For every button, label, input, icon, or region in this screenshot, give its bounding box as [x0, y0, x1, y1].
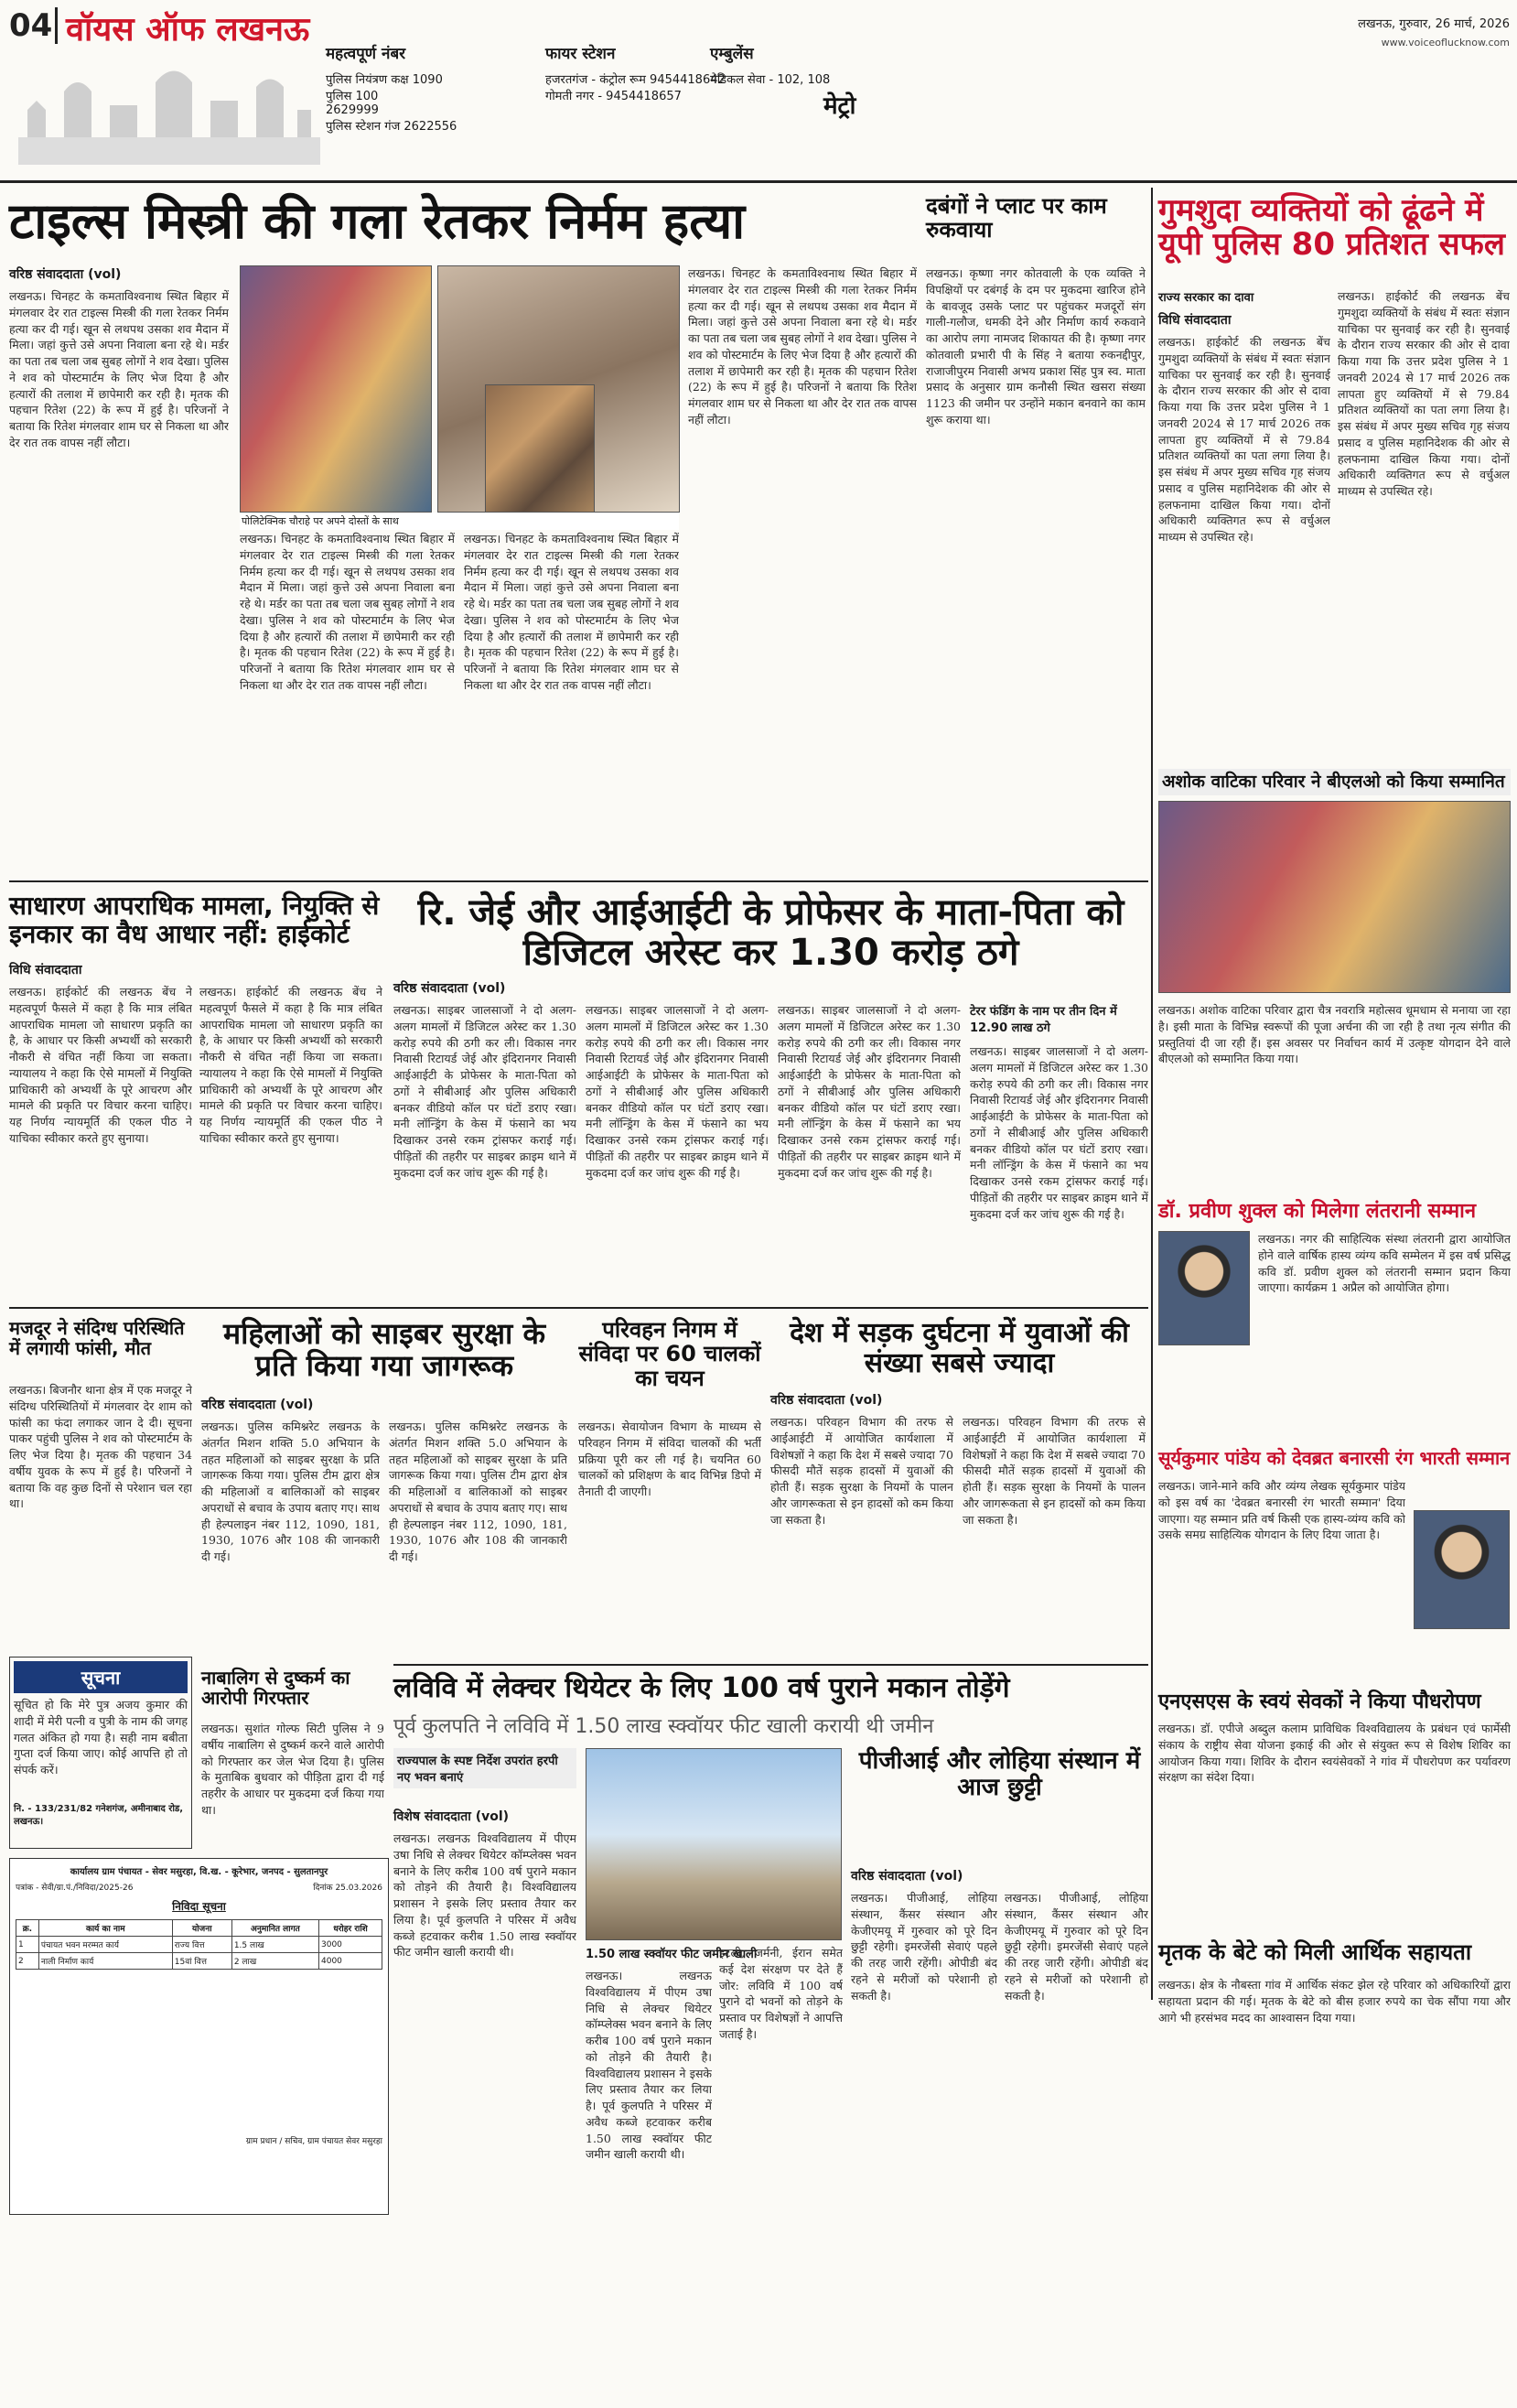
- lead-body-col4: लखनऊ। चिनहट के कमताविश्वनाथ स्थित बिहार में मंगलवार देर रात टाइल्स मिस्त्री की गला रेतकर निर्मम हत्या कर दी गई। खून से लथपथ उसका शव मैदान में मिला। जहां कुत्ते उसे अपना निवाला बना रहे थे। मर्डर का पता तब चला जब सुबह लोगों ने शव देखा। पुलिस ने शव को पोस्टमार्टम के लिए भेज दिया है और हत्यारों की तलाश में छापेमारी कर रही है। मृतक की पहचान रितेश (22) के रूप में हुई है। परिजनों ने बताया कि रितेश मंगलवार शाम घर से निकला था और देर रात तक वापस नहीं लौटा।: [688, 266, 917, 427]
- tender-ref: पत्रांक - सेवी/ग्रा.पं./निविदा/2025-26: [16, 1884, 134, 1893]
- table-cell: 4000: [319, 1953, 382, 1970]
- table-cell: 15वां वित्त: [172, 1953, 231, 1970]
- kidnap-headline: नाबालिग से दुष्कर्म का आरोपी गिरफ्तार: [201, 1667, 350, 1709]
- tender-title: निविदा सूचना: [172, 1900, 226, 1913]
- paper-title: वॉयस ऑफ लखनऊ: [66, 11, 310, 49]
- notice-box: [9, 1657, 192, 1849]
- lead-body-col2: लखनऊ। चिनहट के कमताविश्वनाथ स्थित बिहार में मंगलवार देर रात टाइल्स मिस्त्री की गला रेतकर निर्मम हत्या कर दी गई। खून से लथपथ उसका शव मैदान में मिला। जहां कुत्ते उसे अपना निवाला बना रहे थे। मर्डर का पता तब चला जब सुबह लोगों ने शव देखा। पुलिस ने शव को पोस्टमार्टम के लिए भेज दिया है और हत्यारों की तलाश में छापेमारी कर रही है। मृतक की पहचान रितेश (22) के रूप में हुई है। परिजनों ने बताया कि रितेश मंगलवार शाम घर से निकला था और देर रात तक वापस नहीं लौटा।: [240, 532, 455, 692]
- lu-caption: 1.50 लाख स्क्वॉयर फीट जमीन खाली: [586, 1948, 758, 1961]
- important-numbers-title: महत्वपूर्ण नंबर: [326, 45, 406, 63]
- accident-body: लखनऊ। परिवहन विभाग की तरफ से आईआईटी में आयोजित कार्यशाला में विशेषज्ञों ने कहा कि देश में सबसे ज्यादा 70 फीसदी मौतें सड़क हादसों में युवाओं की होती हैं। सड़क सुरक्षा के नियमों के पालन और जागरूकता से इन हादसों को कम किया जा सकता है।: [770, 1415, 953, 1527]
- notice-contact: नि. - 133/231/82 गनेशगंज, अमीनाबाद रोड, लखनऊ।: [14, 1804, 184, 1827]
- lead-byline: वरिष्ठ संवाददाता (vol): [9, 267, 122, 282]
- digital-arrest-body: लखनऊ। साइबर जालसाजों ने दो अलग-अलग मामलों में डिजिटल अरेस्ट कर 1.30 करोड़ रुपये की ठगी कर ली। विकास नगर निवासी रिटायर्ड जेई और इंदिरानगर निवासी आईआईटी के प्रोफेसर के माता-पिता को ठगों ने सीबीआई और पुलिस अधिकारी बनकर वीडियो कॉल पर घंटों डराए रखा। मनी लॉन्ड्रिंग के केस में फंसाने का भय दिखाकर उनसे रकम ट्रांसफर कराई गई। पीड़ितों की तहरीर पर साइबर क्राइम थाने में मुकदमा दर्ज कर जांच शुरू की गई है।: [393, 1003, 576, 1180]
- notice-title: सूचना: [14, 1661, 188, 1693]
- ambulance-title: एम्बुलेंस: [710, 45, 754, 63]
- tender-header: अनुमानित लागत: [231, 1920, 318, 1937]
- column-rule: [1151, 188, 1153, 2000]
- lead-body-col3: लखनऊ। चिनहट के कमताविश्वनाथ स्थित बिहार में मंगलवार देर रात टाइल्स मिस्त्री की गला रेतकर निर्मम हत्या कर दी गई। खून से लथपथ उसका शव मैदान में मिला। जहां कुत्ते उसे अपना निवाला बना रहे थे। मर्डर का पता तब चला जब सुबह लोगों ने शव देखा। पुलिस ने शव को पोस्टमार्टम के लिए भेज दिया है और हत्यारों की तलाश में छापेमारी कर रही है। मृतक की पहचान रितेश (22) के रूप में हुई है। परिजनों ने बताया कि रितेश मंगलवार शाम घर से निकला था और देर रात तक वापस नहीं लौटा।: [464, 532, 679, 692]
- shukla-portrait: [1158, 1231, 1250, 1345]
- women-cyber-body: लखनऊ। पुलिस कमिश्नरेट लखनऊ के अंतर्गत मिशन शक्ति 5.0 अभियान के तहत महिलाओं को साइबर सुरक्षा के प्रति जागरूक किया गया। पुलिस टीम द्वारा क्षेत्र की महिलाओं व बालिकाओं को साइबर अपराधों से बचाव के उपाय बताए गए। साथ ही हेल्पलाइन नंबर 112, 1090, 181, 1930, 1076 और 108 की जानकारी दी गई।: [201, 1420, 380, 1563]
- lead-body: लखनऊ। चिनहट के कमताविश्वनाथ स्थित बिहार में मंगलवार देर रात टाइल्स मिस्त्री की गला रेतकर निर्मम हत्या कर दी गई। खून से लथपथ उसका शव मैदान में मिला। जहां कुत्ते उसे अपना निवाला बना रहे थे। मर्डर का पता तब चला जब सुबह लोगों ने शव देखा। पुलिस ने शव को पोस्टमार्टम के लिए भेज दिया है और हत्यारों की तलाश में छापेमारी कर रही है। मृतक की पहचान रितेश (22) के रूप में हुई है। परिजनों ने बताया कि रितेश मंगलवार शाम घर से निकला था और देर रात तक वापस नहीं लौटा।: [9, 289, 229, 449]
- page-number: 04: [9, 7, 53, 44]
- accident-body-col2: लखनऊ। परिवहन विभाग की तरफ से आईआईटी में आयोजित कार्यशाला में विशेषज्ञों ने कहा कि देश में सबसे ज्यादा 70 फीसदी मौतें सड़क हादसों में युवाओं की होती हैं। सड़क सुरक्षा के नियमों के पालन और जागरूकता से इन हादसों को कम किया जा सकता है।: [963, 1415, 1146, 1527]
- hc-byline: विधि संवाददाता: [9, 963, 82, 977]
- tender-office: कार्यालय ग्राम पंचायत - सेवर मसुरहा, वि.ख. - कूरेभार, जनपद - सुलतानपुर: [70, 1867, 328, 1877]
- kidnap-body: लखनऊ। सुशांत गोल्फ सिटी पुलिस ने 9 वर्षीय नाबालिग से दुष्कर्म करने वाले आरोपी को गिरफ्तार कर जेल भेज दिया है। पुलिस के मुताबिक बुधवार को पीड़िता द्वारा दी गई तहरीर के आधार पर मुकदमा दर्ज किया गया था।: [201, 1722, 384, 1817]
- number-line: गोमती नगर - 9454418657: [545, 90, 682, 103]
- tender-header: धरोहर राशि: [319, 1920, 382, 1937]
- transport-body: लखनऊ। सेवायोजन विभाग के माध्यम से परिवहन निगम में संविदा चालकों की भर्ती प्रक्रिया पूरी कर ली गई है। चयनित 60 चालकों को प्रशिक्षण के बाद विभिन्न डिपो में तैनाती दी जाएगी।: [578, 1420, 761, 1498]
- lu-byline: विशेष संवाददाता (vol): [393, 1809, 510, 1824]
- lu-body: लखनऊ। लखनऊ विश्वविद्यालय में पीएम उषा निधि से लेक्चर थियेटर कॉम्प्लेक्स भवन बनाने के लिए करीब 100 वर्ष पुराने मकान को तोड़ने की तैयारी है। विश्वविद्यालय प्रशासन ने इसके लिए प्रस्ताव तैयार कर लिया है। पूर्व कुलपति ने परिसर में अवैध कब्जे हटवाकर करीब 1.50 लाख स्क्वॉयर फीट जमीन खाली करायी थी।: [393, 1831, 576, 1960]
- lu-building-photo: [586, 1748, 842, 1940]
- table-row: [16, 1937, 382, 1953]
- ashok-headline: अशोक वाटिका परिवार ने बीएलओ को किया सम्मानित: [1158, 769, 1511, 795]
- ashok-body: लखनऊ। अशोक वाटिका परिवार द्वारा चैत्र नवरात्रि महोत्सव धूमधाम से मनाया जा रहा है। इसी माता के विभिन्न स्वरूपों की पूजा अर्चना की जा रही है तथा नृत्य संगीत की प्रस्तुतियां दी जा रही हैं। इस अवसर पर निर्वाचन कार्य में उत्कृष्ट योगदान देने वाले बीएलओ को सम्मानित किया गया।: [1158, 1003, 1511, 1066]
- table-cell: 1: [16, 1937, 39, 1953]
- women-cyber-body-col2: लखनऊ। पुलिस कमिश्नरेट लखनऊ के अंतर्गत मिशन शक्ति 5.0 अभियान के तहत महिलाओं को साइबर सुरक्षा के प्रति जागरूक किया गया। पुलिस टीम द्वारा क्षेत्र की महिलाओं व बालिकाओं को साइबर अपराधों से बचाव के उपाय बताए गए। साथ ही हेल्पलाइन नंबर 112, 1090, 181, 1930, 1076 और 108 की जानकारी दी गई।: [389, 1420, 567, 1563]
- tender-header: कार्य का नाम: [38, 1920, 172, 1937]
- table-cell: नाली निर्माण कार्य: [38, 1953, 172, 1970]
- pandey-portrait: [1414, 1510, 1510, 1629]
- tender-table: [16, 1919, 382, 1970]
- table-cell: राज्य वित्त: [172, 1937, 231, 1953]
- labourer-body: लखनऊ। बिजनौर थाना क्षेत्र में एक मजदूर ने संदिग्ध परिस्थितियों में मंगलवार देर शाम को फांसी का फंदा लगाकर जान दे दी। सूचना पाकर पहुंची पुलिस ने शव को पोस्टमार्टम के लिए भेज दिया है। मृतक की पहचान 34 वर्षीय युवक के रूप में हुई है। परिजनों ने बताया कि वह कुछ दिनों से परेशान चल रहा था।: [9, 1383, 192, 1511]
- lu-tag: राज्यपाल के स्पष्ट निर्देश उपरांत हरपी नए भवन बनाएं: [393, 1748, 576, 1788]
- row-rule: [9, 1307, 1148, 1309]
- lu-body-col2: लखनऊ। लखनऊ विश्वविद्यालय में पीएम उषा निधि से लेक्चर थियेटर कॉम्प्लेक्स भवन बनाने के लिए करीब 100 वर्ष पुराने मकान को तोड़ने की तैयारी है। विश्वविद्यालय प्रशासन ने इसके लिए प्रस्ताव तैयार कर लिया है। पूर्व कुलपति ने परिसर में अवैध कब्जे हटवाकर करीब 1.50 लाख स्क्वॉयर फीट जमीन खाली करायी थी।: [586, 1969, 712, 2162]
- number-line: पुलिस स्टेशन गंज 2622556: [326, 120, 457, 134]
- lu-side: इटली, जर्मनी, ईरान समेत कई देश संरक्षण पर देते हैं जोर: लविवि में 100 वर्ष पुराने दो भवनों को तोड़ने के प्रस्ताव पर विशेषज्ञों ने आपत्ति जताई है।: [719, 1946, 843, 2041]
- digital-arrest-byline: वरिष्ठ संवाददाता (vol): [393, 981, 506, 996]
- digital-arrest-body-col3: लखनऊ। साइबर जालसाजों ने दो अलग-अलग मामलों में डिजिटल अरेस्ट कर 1.30 करोड़ रुपये की ठगी कर ली। विकास नगर निवासी रिटायर्ड जेई और इंदिरानगर निवासी आईआईटी के प्रोफेसर के माता-पिता को ठगों ने सीबीआई और पुलिस अधिकारी बनकर वीडियो कॉल पर घंटों डराए रखा। मनी लॉन्ड्रिंग के केस में फंसाने का भय दिखाकर उनसे रकम ट्रांसफर कराई गई। पीड़ितों की तहरीर पर साइबर क्राइम थाने में मुकदमा दर्ज कर जांच शुरू की गई है।: [778, 1003, 961, 1180]
- hc-body-col2: लखनऊ। हाईकोर्ट की लखनऊ बेंच ने महत्वपूर्ण फैसले में कहा है कि मात्र लंबित आपराधिक मामला जो साधारण प्रकृति का है, के आधार पर किसी अभ्यर्थी को सरकारी नौकरी से वंचित नहीं किया जा सकता। न्यायालय ने कहा कि ऐसे मामलों में नियुक्ति प्राधिकारी को अभ्यर्थी के पूरे आचरण और मामले की प्रकृति पर विचार करना चाहिए। यह निर्णय न्यायमूर्ति की एकल पीठ ने याचिका स्वीकार करते हुए सुनाया।: [199, 985, 382, 1145]
- labourer-headline: मजदूर ने संदिग्ध परिस्थिति में लगायी फांसी, मौत: [9, 1317, 185, 1359]
- tender-notice: [9, 1858, 389, 2215]
- lead-headline: टाइल्स मिस्त्री की गला रेतकर निर्मम हत्या: [9, 192, 746, 250]
- pgi-headline: पीजीआई और लोहिया संस्थान में आज छुट्टी: [858, 1747, 1141, 1801]
- lead-caption: पोलिटेक्निक चौराहे पर अपने दोस्तों के साथ: [240, 513, 679, 530]
- hc-body: लखनऊ। हाईकोर्ट की लखनऊ बेंच ने महत्वपूर्ण फैसले में कहा है कि मात्र लंबित आपराधिक मामला जो साधारण प्रकृति का है, के आधार पर किसी अभ्यर्थी को सरकारी नौकरी से वंचित नहीं किया जा सकता। न्यायालय ने कहा कि ऐसे मामलों में नियुक्ति प्राधिकारी को अभ्यर्थी के पूरे आचरण और मामले की प्रकृति पर विचार करना चाहिए। यह निर्णय न्यायमूर्ति की एकल पीठ ने याचिका स्वीकार करते हुए सुनाया।: [9, 985, 192, 1145]
- compensation-body: लखनऊ। क्षेत्र के नौबस्ता गांव में आर्थिक संकट झेल रहे परिवार को अधिकारियों द्वारा सहायता प्रदान की गई। मृतक के बेटे को बीस हजार रुपये का चेक सौंपा गया और आगे भी हरसंभव मदद का आश्वासन दिया गया।: [1158, 1978, 1511, 2025]
- accident-byline: वरिष्ठ संवाददाता (vol): [770, 1393, 883, 1408]
- tender-signatory: ग्राम प्रधान / सचिव, ग्राम पंचायत सेवर मसुरहा: [245, 2137, 382, 2146]
- accident-headline: देश में सड़क दुर्घटना में युवाओं की संख्या सबसे ज्यादा: [790, 1317, 1129, 1379]
- digital-arrest-body-col2: लखनऊ। साइबर जालसाजों ने दो अलग-अलग मामलों में डिजिटल अरेस्ट कर 1.30 करोड़ रुपये की ठगी कर ली। विकास नगर निवासी रिटायर्ड जेई और इंदिरानगर निवासी आईआईटी के प्रोफेसर के माता-पिता को ठगों ने सीबीआई और पुलिस अधिकारी बनकर वीडियो कॉल पर घंटों डराए रखा। मनी लॉन्ड्रिंग के केस में फंसाने का भय दिखाकर उनसे रकम ट्रांसफर कराई गई। पीड़ितों की तहरीर पर साइबर क्राइम थाने में मुकदमा दर्ज कर जांच शुरू की गई है।: [586, 1003, 769, 1180]
- women-cyber-headline: महिलाओं को साइबर सुरक्षा के प्रति किया गया जागरूक: [222, 1316, 546, 1384]
- tender-date: दिनांक 25.03.2026: [313, 1884, 382, 1893]
- digital-arrest-headline: रि. जेई और आईआईटी के प्रोफेसर के माता-पिता को डिजिटल अरेस्ट कर 1.30 करोड़ ठगे: [417, 891, 1124, 974]
- plot-body: लखनऊ। कृष्णा नगर कोतवाली के एक व्यक्ति ने विपक्षियों पर दबंगई के दम पर मुकदमा खारिज होने के बावजूद उसके प्लाट पर पहुंचकर मजदूरों संग गाली-गलौज, धमकी देने और निर्माण कार्य रुकवाने का आरोप लगा नामजद शिकायत की है। कृष्णा नगर कोतवाली प्रभारी पी के सिंह ने बताया रुकनद्दीपुर, राजाजीपुरम निवासी अभय प्रकाश सिंह पुत्र स्व. माता प्रसाद के अनुसार ग्राम कनौसी स्थित खसरा संख्या 1123 की जमीन पर उन्होंने मकान बनवाने का काम शुरू कराया था।: [926, 266, 1146, 427]
- transport-headline: परिवहन निगम में संविदा पर 60 चालकों का चयन: [578, 1317, 761, 1391]
- missing-tag: राज्य सरकार का दावा: [1158, 291, 1254, 305]
- divider: [55, 7, 58, 44]
- nss-body: लखनऊ। डॉ. एपीजे अब्दुल कलाम प्राविधिक विश्वविद्यालय के प्रबंधन एवं फार्मेसी संकाय के राष्ट्रीय सेवा योजना इकाई की ओर से संयुक्त रूप से विशेष शिविर का आयोजन किया गया। शिविर के दौरान स्वयंसेवकों ने गांव में पौधरोपण कर पर्यावरण संरक्षण का संदेश दिया।: [1158, 1722, 1511, 1785]
- dateline: लखनऊ, गुरुवार, 26 मार्च, 2026: [1358, 17, 1510, 31]
- compensation-headline: मृतक के बेटे को मिली आर्थिक सहायता: [1158, 1939, 1472, 1965]
- number-line: 2629999: [326, 103, 379, 117]
- missing-byline: विधि संवाददाता: [1158, 313, 1232, 328]
- lantani-body: लखनऊ। नगर की साहित्यिक संस्था लंतरानी द्वारा आयोजित होने वाले वार्षिक हास्य व्यंग्य कवि सम्मेलन में इस वर्ष प्रसिद्ध कवि डॉ. प्रवीण शुक्ल को लंतरानी सम्मान प्रदान किया जाएगा। कार्यक्रम 1 अप्रैल को आयोजित होगा।: [1258, 1232, 1511, 1295]
- row-rule: [393, 1664, 1148, 1666]
- missing-body: लखनऊ। हाईकोर्ट की लखनऊ बेंच गुमशुदा व्यक्तियों के संबंध में स्वतः संज्ञान याचिका पर सुनवाई कर रही है। सुनवाई के दौरान राज्य सरकार की ओर से दावा किया गया कि उत्तर प्रदेश पुलिस ने 1 जनवरी 2024 से 17 मार्च 2026 तक लापता हुए व्यक्तियों में से 79.84 प्रतिशत व्यक्तियों का पता लगा लिया है। इस संबंध में अपर मुख्य सचिव गृह संजय प्रसाद व पुलिस महानिदेशक की ओर से हलफनामा दाखिल किया गया। दोनों अधिकारी व्यक्तिगत रूप से वर्चुअल माध्यम से उपस्थित रहे।: [1158, 335, 1330, 544]
- tender-header: क्र.: [16, 1920, 39, 1937]
- lu-subhead: पूर्व कुलपति ने लविवि में 1.50 लाख स्क्वॉयर फीट खाली करायी थी जमीन: [393, 1715, 934, 1738]
- number-line: पुलिस नियंत्रण कक्ष 1090: [326, 73, 443, 87]
- women-cyber-byline: वरिष्ठ संवाददाता (vol): [201, 1398, 314, 1412]
- pgi-body-col2: लखनऊ। पीजीआई, लोहिया संस्थान, कैंसर संस्थान और केजीएमयू में गुरुवार को पूरे दिन छुट्टी रहेगी। इमरजेंसी सेवाएं पहले की तरह जारी रहेंगी। ओपीडी बंद रहने से मरीजों को परेशानी हो सकती है।: [1005, 1891, 1148, 2003]
- city-skyline-icon: [18, 55, 320, 165]
- table-row: [16, 1953, 382, 1970]
- table-cell: 2 लाख: [231, 1953, 318, 1970]
- pgi-body: लखनऊ। पीजीआई, लोहिया संस्थान, कैंसर संस्थान और केजीएमयू में गुरुवार को पूरे दिन छुट्टी रहेगी। इमरजेंसी सेवाएं पहले की तरह जारी रहेंगी। ओपीडी बंद रहने से मरीजों को परेशानी हो सकती है।: [851, 1891, 997, 2003]
- number-line: मेडिकल सेवा - 102, 108: [710, 73, 831, 87]
- banarasi-body: लखनऊ। जाने-माने कवि और व्यंग्य लेखक सूर्यकुमार पांडेय को इस वर्ष का 'देवब्रत बनारसी रंग भारती सम्मान' दिया जाएगा। यह सम्मान प्रति वर्ष किसी एक हास्य-व्यंग्य कवि को उसके समग्र साहित्यिक योगदान के लिए दिया जाता है।: [1158, 1479, 1405, 1542]
- digital-arrest-body-col4: लखनऊ। साइबर जालसाजों ने दो अलग-अलग मामलों में डिजिटल अरेस्ट कर 1.30 करोड़ रुपये की ठगी कर ली। विकास नगर निवासी रिटायर्ड जेई और इंदिरानगर निवासी आईआईटी के प्रोफेसर के माता-पिता को ठगों ने सीबीआई और पुलिस अधिकारी बनकर वीडियो कॉल पर घंटों डराए रखा। मनी लॉन्ड्रिंग के केस में फंसाने का भय दिखाकर उनसे रकम ट्रांसफर कराई गई। पीड़ितों की तहरीर पर साइबर क्राइम थाने में मुकदमा दर्ज कर जांच शुरू की गई है।: [970, 1044, 1148, 1221]
- number-line: पुलिस 100: [326, 90, 379, 103]
- hc-headline: साधारण आपराधिक मामला, नियुक्ति से इनकार का वैध आधार नहीं: हाईकोर्ट: [9, 891, 380, 949]
- missing-body-col2: लखनऊ। हाईकोर्ट की लखनऊ बेंच गुमशुदा व्यक्तियों के संबंध में स्वतः संज्ञान याचिका पर सुनवाई कर रही है। सुनवाई के दौरान राज्य सरकार की ओर से दावा किया गया कि उत्तर प्रदेश पुलिस ने 1 जनवरी 2024 से 17 मार्च 2026 तक लापता हुए व्यक्तियों में से 79.84 प्रतिशत व्यक्तियों का पता लगा लिया है। इस संबंध में अपर मुख्य सचिव गृह संजय प्रसाद व पुलिस महानिदेशक की ओर से हलफनामा दाखिल किया गया। दोनों अधिकारी व्यक्तिगत रूप से वर्चुअल माध्यम से उपस्थित रहे।: [1338, 289, 1510, 498]
- tender-header: योजना: [172, 1920, 231, 1937]
- table-cell: 1.5 लाख: [231, 1937, 318, 1953]
- notice-body: सूचित हो कि मेरे पुत्र अजय कुमार की शादी में मेरी पत्नी व पुत्री के नाम की जगह गलत अंकित हो गया है। सही नाम बबीता गुप्ता दर्ज किया जाए। कोई आपत्ति हो तो संपर्क करें।: [14, 1698, 188, 1776]
- pgi-byline: वरिष्ठ संवाददाता (vol): [851, 1869, 963, 1884]
- website-url: www.voiceoflucknow.com: [1381, 37, 1510, 49]
- lu-headline: लविवि में लेक्चर थियेटर के लिए 100 वर्ष पुराने मकान तोड़ेंगे: [393, 1672, 1010, 1704]
- banarasi-headline: सूर्यकुमार पांडेय को देवब्रत बनारसी रंग भारती सम्मान: [1158, 1447, 1511, 1469]
- fire-station-title: फायर स्टेशन: [545, 45, 616, 63]
- section-name: मेट्रो: [823, 92, 856, 120]
- lead-photo: [240, 265, 432, 513]
- missing-headline: गुमशुदा व्यक्तियों को ढूंढने में यूपी पुलिस 80 प्रतिशत सफल: [1158, 192, 1505, 264]
- table-cell: 2: [16, 1953, 39, 1970]
- digital-arrest-subhead: टेरर फंडिंग के नाम पर तीन दिन में 12.90 लाख ठगे: [970, 1005, 1117, 1035]
- row-rule: [9, 880, 1148, 882]
- lantani-headline: डॉ. प्रवीण शुक्ल को मिलेगा लंतरानी सम्मान: [1158, 1200, 1477, 1223]
- plot-headline: दबंगों ने प्लाट पर काम रुकवाया: [926, 193, 1107, 243]
- table-cell: 3000: [319, 1937, 382, 1953]
- victim-portrait: [485, 384, 595, 513]
- ashok-photo: [1158, 801, 1511, 993]
- masthead: [0, 0, 1517, 183]
- number-line: हजरतगंज - कंट्रोल रूम 9454418642: [545, 73, 726, 87]
- table-cell: पंचायत भवन मरम्मत कार्य: [38, 1937, 172, 1953]
- nss-headline: एनएसएस के स्वयं सेवकों ने किया पौधरोपण: [1158, 1690, 1481, 1713]
